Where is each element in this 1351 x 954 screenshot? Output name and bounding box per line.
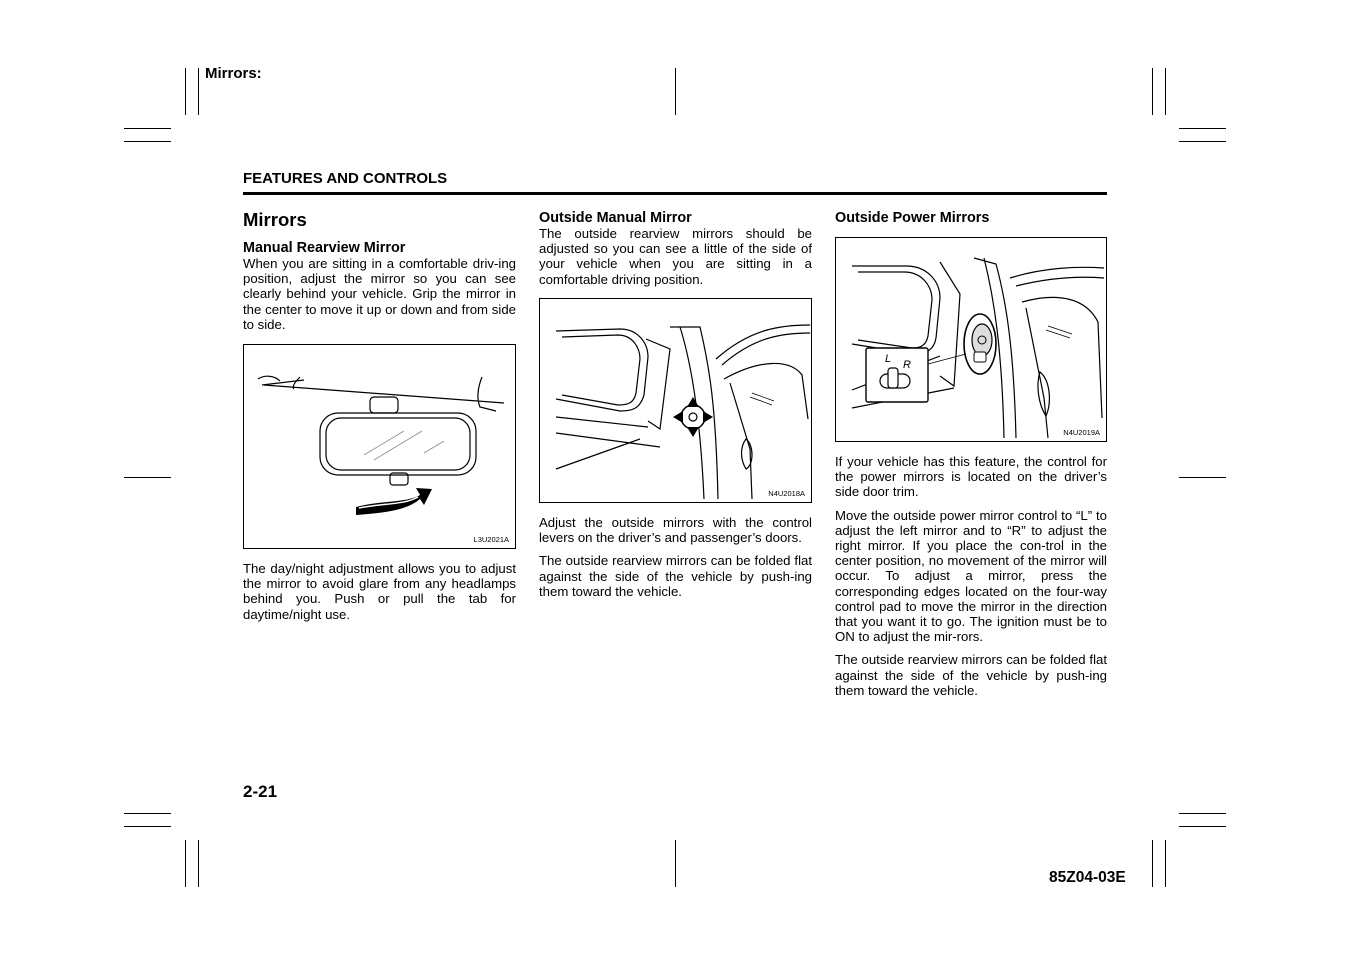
- column-3: [835, 210, 1107, 226]
- column-3-bottom: [835, 454, 1107, 698]
- column-1: [243, 209, 516, 332]
- switch-label-left: L: [885, 353, 892, 365]
- document-code: 85Z04-03E: [1049, 869, 1126, 886]
- power-control-operation-paragraph: Move the outside power mirror control to “L” to adjust the left mirror and to “R” to adjust the right mirror. If you place the con-trol in the center position, no movement of the mirror will occur. To adjust a mirror, press the corresponding edges located on the four-way control pad to move the mirror in the direction that you want it to go. The ignition must be to ON to adjust the mir-rors.: [835, 507, 1107, 645]
- outside-power-mirror-illustration: [836, 238, 1106, 441]
- power-control-location-paragraph: If your vehicle has this feature, the control for the power mirrors is located on the driver’s side door trim.: [835, 454, 1107, 500]
- section-header: FEATURES AND CONTROLS: [243, 170, 448, 187]
- outside-manual-intro: The outside rearview mirrors should be adjusted so you can see a little of the side of your vehicle when you are sitting in a comfortable driving position.: [539, 226, 812, 287]
- outside-power-mirror-figure: [835, 237, 1107, 442]
- figure-code: N4U2019A: [1063, 428, 1100, 437]
- page-number: 2-21: [243, 782, 278, 801]
- column-1-bottom: [243, 561, 516, 622]
- power-fold-mirrors-paragraph: The outside rearview mirrors can be folded flat against the side of the vehicle by push-ing them toward the vehicle.: [835, 652, 1107, 698]
- page-title: Mirrors: [243, 209, 307, 230]
- outside-manual-mirror-figure: [539, 298, 812, 503]
- manual-rearview-heading: Manual Rearview Mirror: [243, 240, 406, 256]
- figure-code: L3U2021A: [473, 535, 509, 544]
- figure-code: N4U2018A: [768, 489, 805, 498]
- header-rule: [243, 192, 1107, 195]
- outside-power-heading: Outside Power Mirrors: [835, 210, 990, 226]
- switch-label-right: R: [903, 359, 911, 371]
- fold-mirrors-paragraph: The outside rearview mirrors can be folded flat against the side of the vehicle by push-ing them toward the vehicle.: [539, 553, 812, 599]
- outside-manual-heading: Outside Manual Mirror: [539, 210, 692, 226]
- rearview-mirror-figure: [243, 344, 516, 549]
- outside-manual-mirror-illustration: [540, 299, 811, 502]
- control-levers-paragraph: Adjust the outside mirrors with the control levers on the driver’s and passenger’s doors.: [539, 515, 812, 546]
- corner-tag: Mirrors:: [205, 65, 262, 82]
- manual-rearview-intro: When you are sitting in a comfortable driv-ing position, adjust the mirror so you can see clearly behind your vehicle. Grip the mirror in the center to move it up or down and from side to side.: [243, 256, 516, 332]
- column-2-bottom: [539, 515, 812, 599]
- column-2: [539, 210, 812, 287]
- day-night-paragraph: The day/night adjustment allows you to adjust the mirror to avoid glare from any headlamps behind you. Push or pull the tab for daytime/night use.: [243, 561, 516, 622]
- rearview-mirror-illustration: [244, 345, 515, 548]
